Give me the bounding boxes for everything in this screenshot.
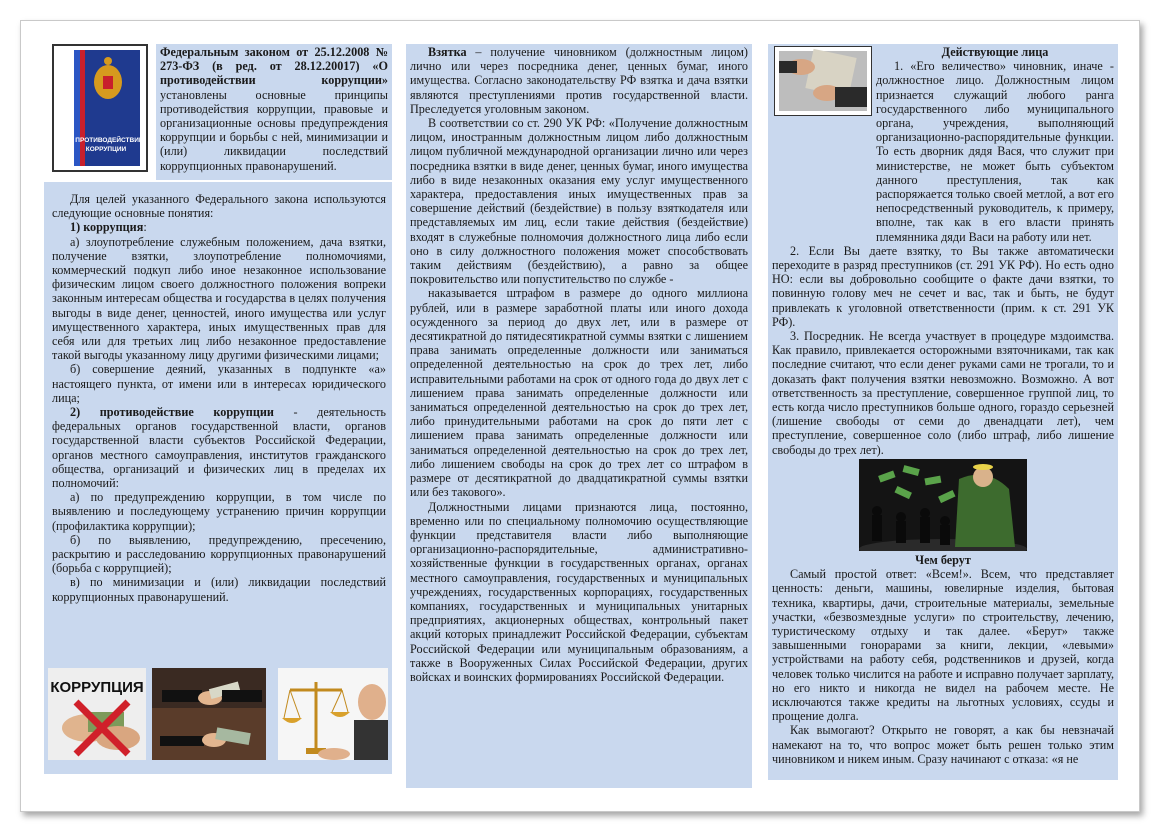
counteraction-a: а) по предупреждению коррупции, в том числе по выявлению и последующему устранению причин коррупции (профилактика коррупции); <box>52 490 386 533</box>
definition-b: б) совершение деяний, указанных в подпункте «а» настоящего пункта, от имени или в интересах юридического лица; <box>52 362 386 405</box>
bribe-term: Взятка <box>428 45 467 59</box>
law-intro-text: установлены основные принципы противодействия коррупции, правовые и организационные основы предупреждения коррупции и борьбы с ней, минимизации и (или) ликвидации последствий коррупционных правонарушений. <box>160 87 388 173</box>
corruption-image-label: КОРРУПЦИЯ <box>50 679 144 696</box>
law-intro-box <box>156 44 392 180</box>
definitions-intro: Для целей указанного Федерального закона используются следующие основные понятия: <box>52 192 386 221</box>
actors-intermediary: 3. Посредник. Не всегда участвует в процедуре мздоимства. Как правило, привлекается осторожными взяточниками, так как последние считают, что если денег руками сами не трогали, то и доказать факт получения взятки невозможно. Возможно. А вот ответственность за преступление, совершенное группой лиц, то есть когда число преступников больше одного, гораздо серьезней (лишение свободы от семи до двенадцати лет), чем преступление, совершенное соло (либо штраф, либо лишение свободы до трех лет). <box>772 329 1114 457</box>
money-grab-illustration <box>859 459 1027 551</box>
counteraction-heading: 2) противодействие коррупции <box>70 405 274 420</box>
svg-text:КОРРУПЦИИ: КОРРУПЦИИ <box>85 146 127 153</box>
bribe-panel <box>406 44 752 788</box>
counteraction-c: в) по минимизации и (или) ликвидации последствий коррупционных правонарушений. <box>52 575 386 604</box>
bribe-definition: – получение чиновником (должностным лицом) лично или через посредника денег, ценных бумаг, иного имущества. Согласно законодательству РФ взятка и дача взятки являются преступлениями против государственной власти. Преследуется уголовным законом. <box>410 45 748 116</box>
corruption-heading: 1) коррупция <box>70 220 144 235</box>
penalty-text: наказывается штрафом в размере до одного миллиона рублей, или в размере заработной платы или иного дохода осужденного за период до двух лет, или в размере от десятикратной до пятидесятикратной суммы взятки с лишением права занимать определенные должности или заниматься определенной деятельностью на срок до трех лет, либо исправительными работами на срок от одного года до двух лет с лишением права занимать определенные должности или заниматься определенной деятельностью на срок до трех лет, либо принудительными работами на срок до пяти лет с лишением права занимать определенные должности или заниматься определенной деятельностью на срок до трех лет, либо лишением свободы на срок до трех лет со штрафом в размере от десятикратной до двадцатикратной суммы взятки или без такового». <box>410 286 748 500</box>
svg-text:О ПРОТИВОДЕЙСТВИИ: О ПРОТИВОДЕЙСТВИИ <box>68 137 144 144</box>
actors-panel <box>768 44 1118 780</box>
counteraction-b: б) по выявлению, предупреждению, пресечению, раскрытию и расследованию коррупционных правонарушений (борьба с коррупцией); <box>52 532 386 576</box>
definitions-panel <box>44 182 392 660</box>
scales-of-justice-image <box>278 668 388 760</box>
how-they-extort-text: Как вымогают? Открыто не говорят, а как бы невзначай намекают на то, что вопрос может быть решен только этим чиновником и никем иным. Сразу начинают с отказа: «я не <box>772 723 1114 766</box>
what-they-take-title: Чем берут <box>915 552 971 567</box>
illustrations-row <box>44 660 392 774</box>
actors-official: 1. «Его величество» чиновник, иначе - должностное лицо. Должностным лицом признается служащий любого ранга государственного либо муниципального органа, учреждения, выполняющий организационно-распорядительные функции. То есть дворник дядя Вася, что служит при министерстве, не может быть субъектом данного преступления, так как распоряжается только своей метлой, а вот его непосредственный руководитель, к примеру, вполне, так как в его власти принять племянника дяди Васи на работу или нет. <box>876 59 1114 244</box>
actors-briber: 2. Если Вы даете взятку, то Вы также автоматически переходите в разряд преступников (ст. 291 УК РФ). Но есть одно НО: если вы добровольно сообщите о факте дачи взятки, то повинную голову меч не сечет и вас, так и быть, не будут привлекать к уголовной ответственности (прим. к ст. 291 УК РФ). <box>772 243 1114 329</box>
corruption-stamp-image <box>48 668 146 760</box>
what-they-take-text: Самый простой ответ: «Всем!». Всем, что представляет ценность: деньги, машины, ювелирные изделия, бытовая техника, квартиры, дачи, строительные материалы, земельные участки, «безвозмездные услуги» по строительству, лечению, туристическому отдыху и так далее. «Берут» также завышенными гонорарами за книги, лекции, «левыми» устройствами на работу себя, родственников и друзей, когда человек только числится на работе и исправно получает зарплату, но его никто и никогда не видел на рабочем месте. Не исключаются также кредиты на льготных условиях, ссуды и прощение долга. <box>772 567 1114 724</box>
law-title: Федеральным законом от 25.12.2008 № 273-ФЗ (в ред. от 28.12.20017) «О противодействии коррупции» <box>160 45 388 88</box>
definition-a: а) злоупотребление служебным положением, дача взятки, получение взятки, злоупотребление полномочиями, коммерческий подкуп либо иное незаконное использование физическим лицом своего должностного положения вопреки законным интересам общества и государства в целях получения выгоды в виде денег, ценностей, иного имущества или услуг имущественного характера, иных имущественных прав для себя или для третьих лиц либо незаконное предоставление такой выгоды указанному лицу другими физическими лицами; <box>52 234 386 363</box>
article-290-text: В соответствии со ст. 290 УК РФ: «Получение должностным лицом, иностранным должностным лицом либо должностным лицом публичной международной организации лично или через посредника взятки в виде денег, ценных бумаг, иного имущества либо в виде незаконных оказания ему услуг имущественного характера, предоставления иных имущественных прав за совершение действий (бездействие) в пользу взяткодателя или представляемых им лиц, если такие действия (бездействие) входят в служебные полномочия должностного лица либо если оно в силу должностного положения может способствовать таким действиям (бездействию), а равно за общее покровительство или попустительство по службе - <box>410 116 748 287</box>
money-handover-image <box>152 668 266 760</box>
actors-title: Действующие лица <box>941 45 1049 59</box>
bribe-envelope-photo <box>774 46 872 116</box>
counteraction-text: - деятельность федеральных органов государственной власти, органов государственной власти субъектов Российской Федерации, органов местного самоуправления, институтов гражданского общества, организаций и физических лиц в пределах их полномочий: <box>52 405 386 491</box>
corruption-heading-colon: : <box>143 220 147 235</box>
officials-definition: Должностными лицами признаются лица, постоянно, временно или по специальному полномочию осуществляющие функции представителя власти либо выполняющие организационно-распорядительные, административно-хозяйственные функции в государственных органах, органах местного самоуправления, государственных и муниципальных учреждениях, государственных корпорациях, государственных компаниях, государственных и муниципальных унитарных предприятиях, акционерных обществах, контрольный пакет акций которых принадлежит Российской Федерации, субъектам Российской Федерации или муниципальным образованиям, а также в Вооруженных Силах Российской Федерации, других войсках и воинских формированиях Российской Федерации. <box>410 499 748 684</box>
anti-corruption-law-emblem <box>52 44 148 172</box>
